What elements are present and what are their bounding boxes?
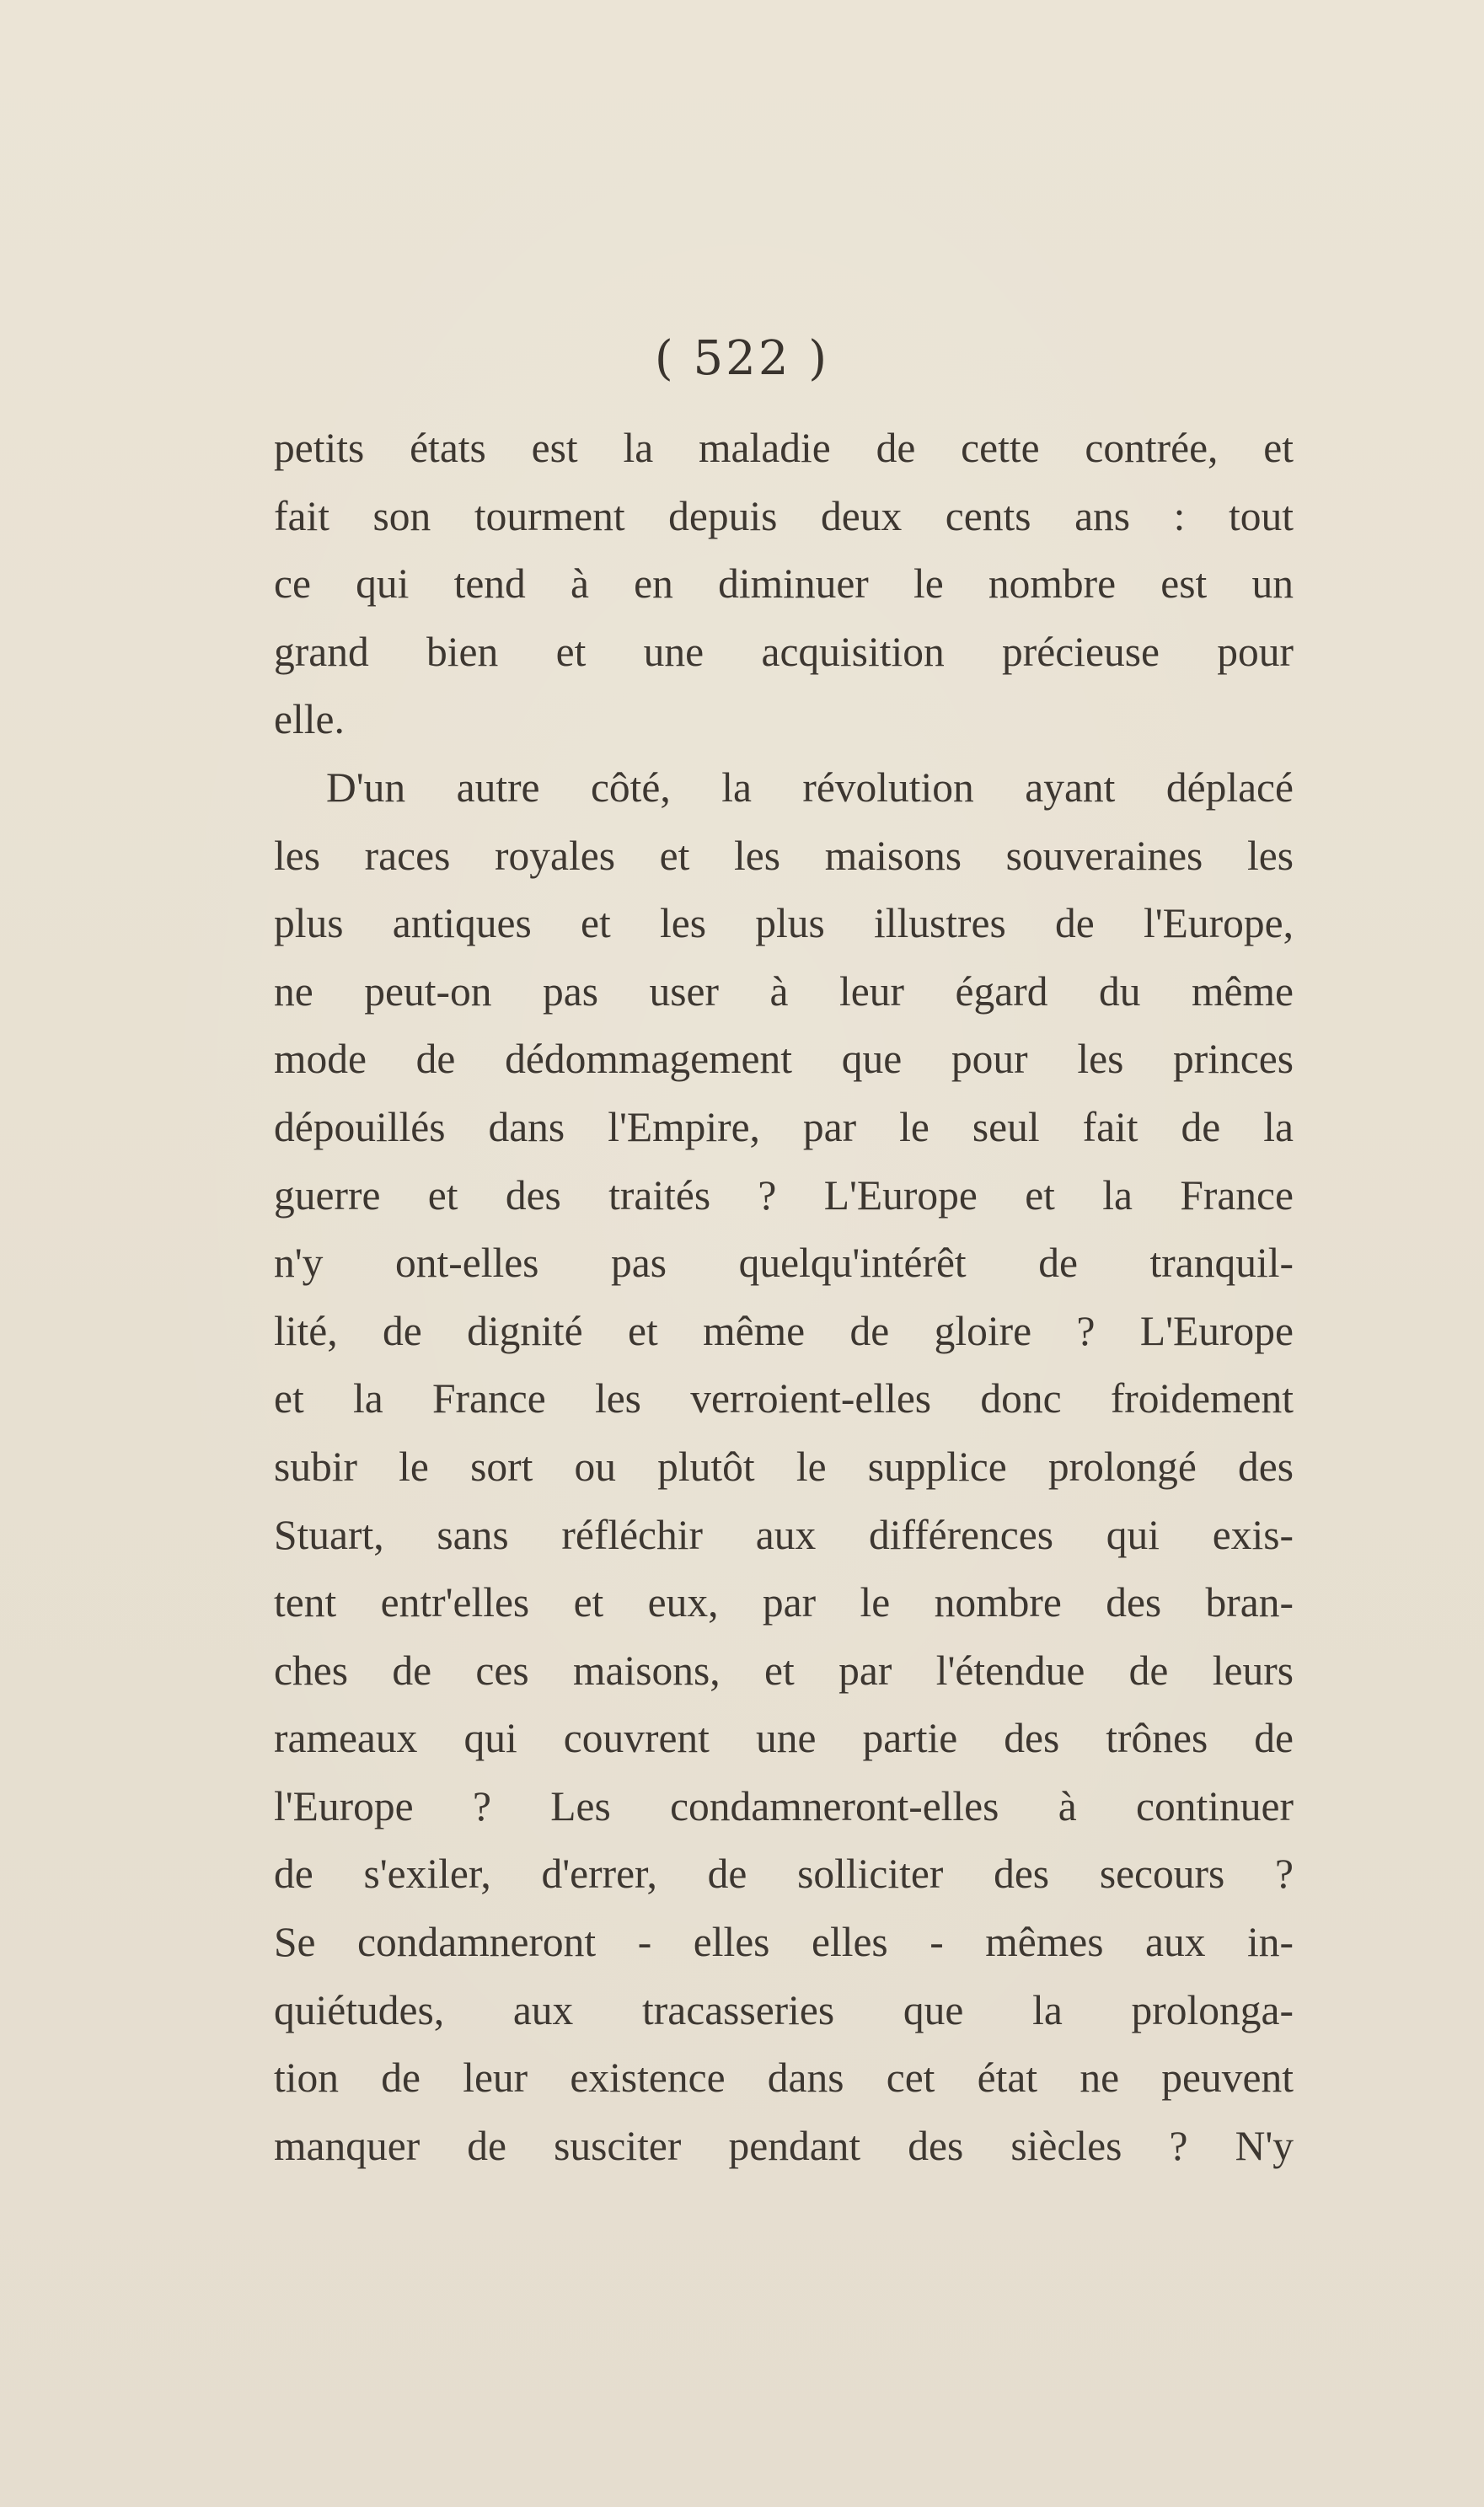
text-line: elle.: [274, 696, 345, 743]
body-text: [274, 415, 1294, 2180]
text-line: les races royales et les maisons souveraines les: [274, 832, 1294, 879]
text-line: Stuart, sans réfléchir aux différences qui exis-: [274, 1511, 1294, 1558]
text-line: ches de ces maisons, et par l'étendue de leurs: [274, 1647, 1294, 1694]
text-line: Se condamneront - elles elles - mêmes aux in-: [274, 1919, 1294, 1966]
text-line: et la France les verroient-elles donc froidement: [274, 1375, 1294, 1422]
text-line: tion de leur existence dans cet état ne peuvent: [274, 2054, 1294, 2102]
text-line: mode de dédommagement que pour les princes: [274, 1036, 1294, 1083]
page-number: ( 522 ): [654, 331, 830, 386]
text-line: dépouillés dans l'Empire, par le seul fait de la: [274, 1103, 1294, 1150]
text-line: D'un autre côté, la révolution ayant déplacé: [326, 763, 1294, 811]
text-line: subir le sort ou plutôt le supplice prolongé des: [274, 1443, 1294, 1490]
text-line: lité, de dignité et même de gloire ? L'Europe: [274, 1307, 1294, 1354]
text-line: ce qui tend à en diminuer le nombre est un: [274, 560, 1294, 608]
text-line: plus antiques et les plus illustres de l'Europe,: [274, 900, 1294, 947]
text-line: l'Europe ? Les condamneront-elles à continuer: [274, 1782, 1294, 1829]
text-line: tent entr'elles et eux, par le nombre des bran-: [274, 1579, 1294, 1626]
text-line: de s'exiler, d'errer, de solliciter des secours ?: [274, 1851, 1294, 1898]
text-line: petits états est la maladie de cette contrée, et: [274, 425, 1294, 471]
text-line: ne peut-on pas user à leur égard du même: [274, 967, 1294, 1015]
text-line: rameaux qui couvrent une partie des trônes de: [274, 1715, 1294, 1762]
text-line: n'y ont-elles pas quelqu'intérêt de tranquil-: [274, 1240, 1294, 1287]
text-line: guerre et des traités ? L'Europe et la France: [274, 1171, 1294, 1219]
text-line: grand bien et une acquisition précieuse pour: [274, 628, 1294, 675]
text-line: fait son tourment depuis deux cents ans : tout: [274, 492, 1294, 539]
text-line: manquer de susciter pendant des siècles ? N'y: [274, 2122, 1294, 2169]
text-line: quiétudes, aux tracasseries que la prolonga-: [274, 1986, 1294, 2033]
